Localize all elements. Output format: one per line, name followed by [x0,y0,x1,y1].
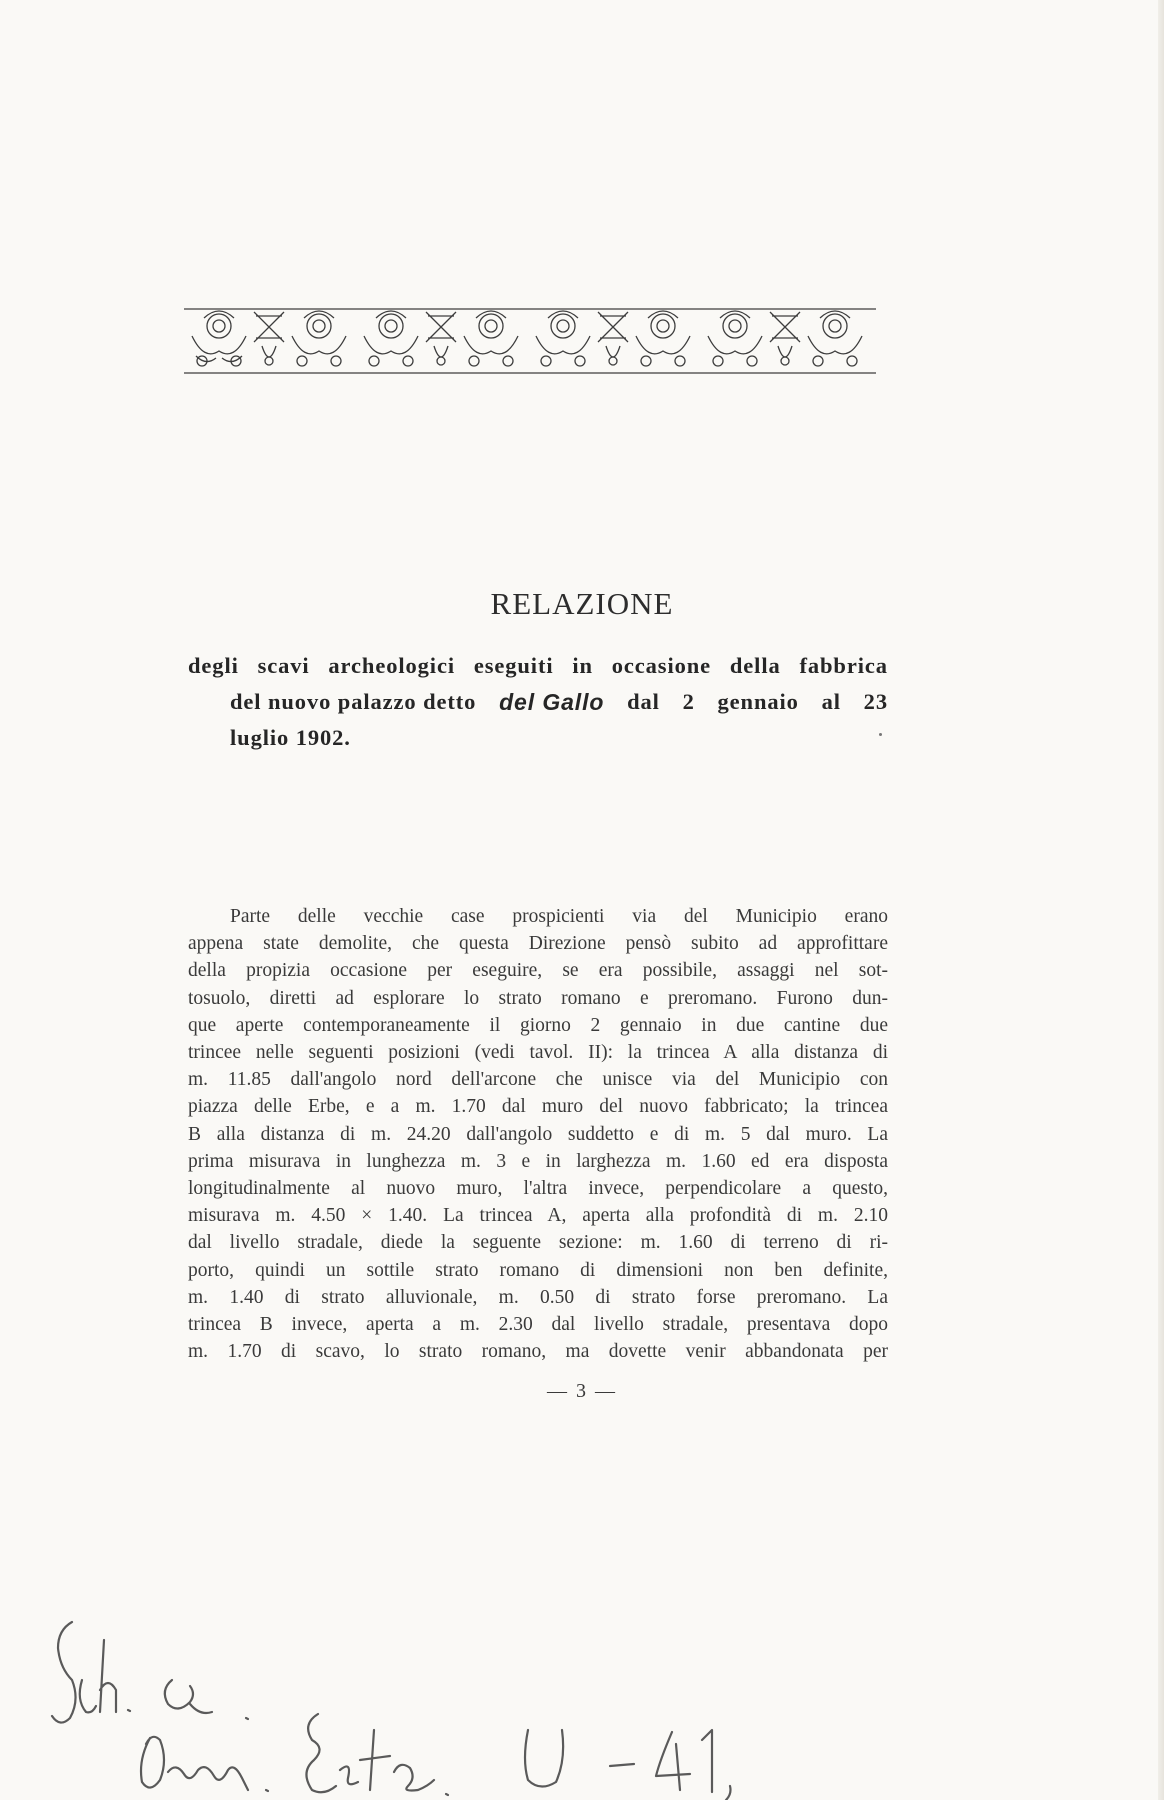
subtitle-word: al [821,689,841,714]
body-line: piazza delle Erbe, e a m. 1.70 dal muro del nuovo fabbricato; la trincea [188,1096,888,1118]
subtitle-word: degli [188,653,239,678]
subtitle-word: occasione [611,653,712,678]
body-line: B alla distanza di m. 24.20 dall'angolo suddetto e di m. 5 dal muro. La [188,1123,888,1145]
subtitle-word: dal [627,689,660,714]
body-line: m. 11.85 dall'angolo nord dell'arcone che unisce via del Municipio con [188,1069,888,1091]
handwritten-note-bottom [141,1714,731,1800]
document-title: RELAZIONE [490,586,674,621]
body-line: Parte delle vecchie case prospicienti via del Municipio erano [230,906,888,927]
subtitle-word: scavi [257,653,310,678]
subtitle-word: fabbrica [799,653,888,678]
subtitle-word: eseguiti [473,653,554,678]
subtitle-word: 23 [863,689,888,714]
body-line: longitudinalmente al nuovo muro, l'altra invece, perpendicolare a questo, [188,1178,888,1200]
body-line: misurava m. 4.50 × 1.40. La trincea A, aperta alla profondità di m. 2.10 [188,1205,888,1227]
subtitle-line-3: luglio 1902. [230,725,351,750]
body-line: trincee nelle seguenti posizioni (vedi tavol. II): la trincea A alla distanza di [188,1042,888,1064]
subtitle-word: gennaio [717,689,799,714]
subtitle-word: 2 [682,689,695,714]
body-line: prima misurava in lunghezza m. 3 e in larghezza m. 1.60 ed era disposta [188,1150,888,1172]
body-line: que aperte contemporaneamente il giorno 2 gennaio in due cantine due [188,1014,888,1036]
subtitle-word: in [572,653,593,678]
body-line: m. 1.40 di strato alluvionale, m. 0.50 di strato forse preromano. La [188,1286,888,1308]
subtitle-word: della [729,653,781,678]
page-number: — 3 — [547,1380,617,1402]
body-line: dal livello stradale, diede la seguente sezione: m. 1.60 di terreno di ri- [188,1232,888,1254]
body-line: trincea B invece, aperta a m. 2.30 dal livello stradale, presentava dopo [188,1314,888,1336]
handwritten-note-top [52,1622,248,1723]
body-line: porto, quindi un sottile strato romano di dimensioni non ben definite, [188,1259,888,1281]
body-line: della propizia occasione per eseguire, se era possibile, assaggi nel sot- [188,960,888,982]
body-line: tosuolo, diretti ad esplorare lo strato romano e preromano. Furono dun- [188,987,888,1009]
body-line: appena state demolite, che questa Direzione pensò subito ad approfittare [188,933,888,955]
subtitle-text: del nuovo palazzo detto [230,689,477,714]
body-line: m. 1.70 di scavo, lo strato romano, ma dovette venir abbandonata per [188,1341,888,1363]
subtitle-word: archeologici [328,653,455,678]
subtitle-italic-name: del Gallo [499,689,605,715]
